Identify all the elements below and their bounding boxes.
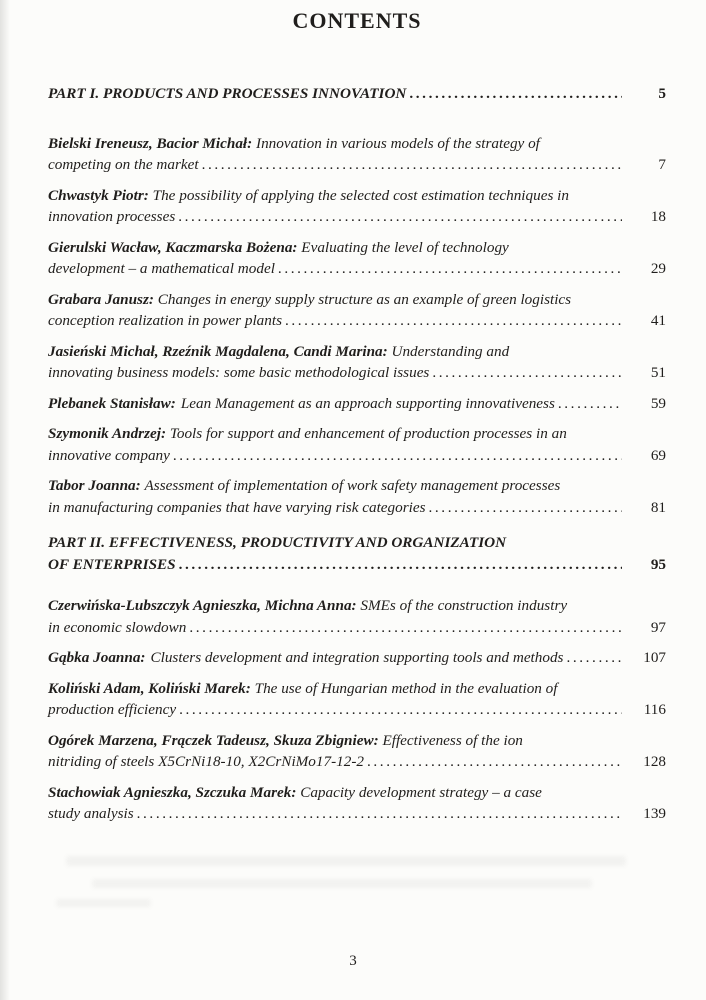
toc-entry xyxy=(48,782,666,825)
bleed-through-text xyxy=(92,879,592,888)
entry-page-number: 51 xyxy=(650,364,666,381)
dot-leader xyxy=(173,445,622,467)
entry-authors: Chwastyk Piotr: xyxy=(48,186,149,204)
part-page-number: 5 xyxy=(658,85,666,102)
entry-page-number: 41 xyxy=(650,312,666,329)
entry-authors: Grabara Janusz: xyxy=(48,290,154,308)
part-1-section xyxy=(48,83,666,518)
entry-authors: Szymonik Andrzej: xyxy=(48,425,167,442)
bleed-through-text xyxy=(66,856,626,866)
toc-entry xyxy=(48,341,666,384)
part-1-heading xyxy=(48,83,666,105)
part-2-section xyxy=(48,532,666,825)
dot-leader xyxy=(429,497,622,519)
entry-authors: Ogórek Marzena, Frączek Tadeusz, Skuza Zbigniew: xyxy=(48,731,379,749)
entry-title-line1: Assessment of implementation of work safety management processes xyxy=(144,477,561,494)
bleed-through-text xyxy=(56,899,151,907)
entry-page-number: 29 xyxy=(650,260,666,277)
entry-page-number: 97 xyxy=(650,618,666,636)
entry-title-line2: in manufacturing companies that have varying risk categories xyxy=(48,498,426,516)
part-heading-text: PART I. PRODUCTS AND PROCESSES INNOVATION xyxy=(48,85,407,102)
toc-entry xyxy=(48,475,666,518)
entry-authors: Tabor Joanna: xyxy=(48,477,141,494)
dot-leader xyxy=(558,393,622,415)
toc-entry xyxy=(48,595,666,638)
part-2-heading xyxy=(48,532,666,575)
footer-page-number: 3 xyxy=(349,953,357,969)
dot-leader xyxy=(566,647,622,669)
entry-page-number: 107 xyxy=(643,649,666,666)
entry-page-number: 18 xyxy=(650,208,666,225)
dot-leader xyxy=(202,154,622,176)
entry-title-line2: development – a mathematical model xyxy=(48,260,275,277)
entry-page-number: 59 xyxy=(650,394,666,412)
dot-leader xyxy=(178,206,622,228)
dot-leader xyxy=(432,362,622,384)
dot-leader xyxy=(189,617,622,639)
dot-leader xyxy=(179,699,622,721)
dot-leader xyxy=(179,554,622,576)
entry-title-line1: Capacity development strategy – a case xyxy=(300,783,542,801)
toc-entry xyxy=(48,237,666,280)
entry-title-line1: Tools for support and enhancement of production processes in an xyxy=(169,425,567,442)
entry-title-line1: The use of Hungarian method in the evaluation of xyxy=(254,679,558,697)
entry-title-line1: Changes in energy supply structure as an example of green logistics xyxy=(157,290,572,308)
entry-title-line1: Effectiveness of the ion xyxy=(382,731,523,749)
dot-leader xyxy=(137,803,622,825)
entry-title-line1: SMEs of the construction industry xyxy=(360,597,568,614)
entry-title-line1: Innovation in various models of the strategy of xyxy=(256,134,540,152)
entry-authors: Gąbka Joanna: xyxy=(48,649,146,666)
toc-entry xyxy=(48,647,666,669)
entry-page-number: 116 xyxy=(643,701,666,718)
entry-title-line2: production efficiency xyxy=(48,701,177,718)
entry-title-line1: The possibility of applying the selected cost estimation techniques in xyxy=(152,186,569,204)
entry-page-number: 69 xyxy=(650,446,666,464)
dot-leader xyxy=(409,83,622,105)
toc-entry xyxy=(48,133,666,176)
part-heading-text-line2: OF ENTERPRISES xyxy=(48,555,176,573)
entry-title-line1: Lean Management as an approach supporting innovativeness xyxy=(180,394,555,412)
entry-title-line2: nitriding of steels X5CrNi18-10, X2CrNiMo17-12-2 xyxy=(48,753,364,770)
toc-entry xyxy=(48,185,666,228)
dot-leader xyxy=(285,310,622,332)
entry-authors: Czerwińska-Lubszczyk Agnieszka, Michna Anna: xyxy=(48,597,357,614)
toc-entry xyxy=(48,289,666,332)
entry-page-number: 128 xyxy=(643,753,666,770)
part-page-number: 95 xyxy=(650,555,666,573)
entry-page-number: 81 xyxy=(650,498,666,516)
toc-entry xyxy=(48,678,666,721)
entry-title-line2: study analysis xyxy=(48,805,134,822)
entry-title-line2: innovation processes xyxy=(48,208,176,225)
entry-page-number: 139 xyxy=(643,805,666,822)
dot-leader xyxy=(278,258,622,280)
entry-title-line1: Evaluating the level of technology xyxy=(301,238,509,256)
entry-authors: Plebanek Stanisław: xyxy=(48,394,176,412)
entry-authors: Jasieński Michał, Rzeźnik Magdalena, Candi Marina: xyxy=(48,342,388,360)
toc-entry xyxy=(48,730,666,773)
entry-authors: Gierulski Wacław, Kaczmarska Bożena: xyxy=(48,238,298,256)
entry-title-line2: innovative company xyxy=(48,446,170,464)
entry-authors: Bielski Ireneusz, Bacior Michał: xyxy=(48,134,253,152)
entry-authors: Koliński Adam, Koliński Marek: xyxy=(48,679,251,697)
toc-entry xyxy=(48,423,666,466)
entry-title-line2: in economic slowdown xyxy=(48,618,187,636)
entry-title-line1: Clusters development and integration supporting tools and methods xyxy=(150,649,564,666)
entry-page-number: 7 xyxy=(658,156,666,173)
entry-title-line2: competing on the market xyxy=(48,156,199,173)
dot-leader xyxy=(367,751,622,773)
toc-entry xyxy=(48,393,666,415)
entry-title-line1: Understanding and xyxy=(391,342,510,360)
part-heading-text-line1: PART II. EFFECTIVENESS, PRODUCTIVITY AND ORGANIZATION xyxy=(48,534,507,551)
entry-title-line2: conception realization in power plants xyxy=(48,312,282,329)
page-title: CONTENTS xyxy=(292,8,422,33)
entry-title-line2: innovating business models: some basic methodological issues xyxy=(48,364,430,381)
page-edge-shadow xyxy=(0,0,10,1000)
entry-authors: Stachowiak Agnieszka, Szczuka Marek: xyxy=(48,783,297,801)
